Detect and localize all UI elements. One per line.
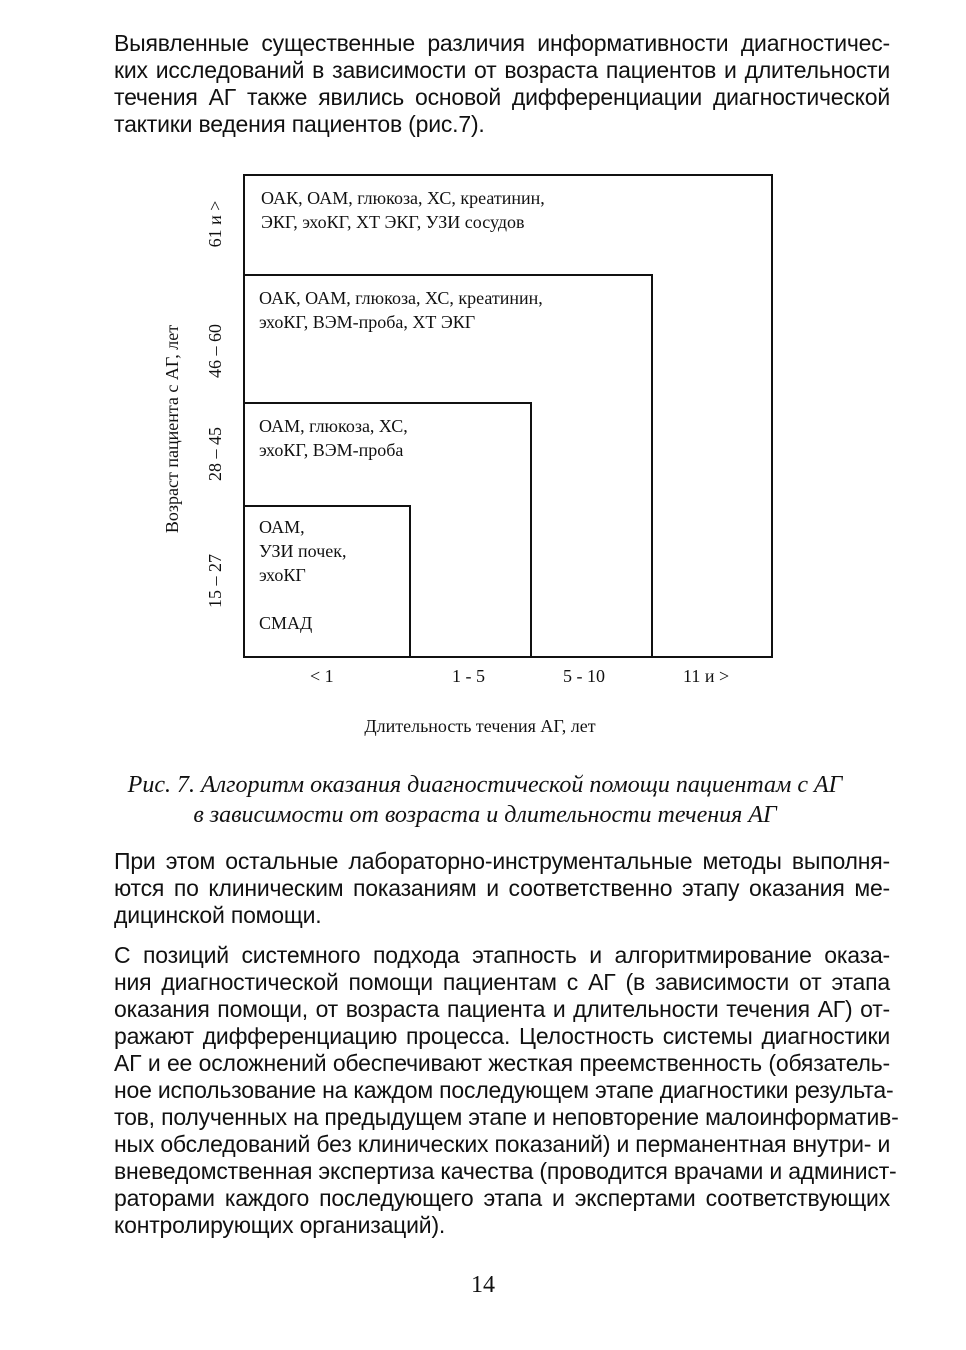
text-line: С позиций системного подхода этапность и алгоритмирование оказа- bbox=[114, 942, 890, 968]
box-text-46-60 bbox=[259, 286, 543, 334]
y-tick-label: 61 и > bbox=[205, 200, 225, 248]
text-line: Выявленные существенные различия информативности диагностичес- bbox=[114, 30, 890, 56]
y-tick-label: 15 – 27 bbox=[205, 554, 225, 608]
box-line: ОАК, ОАМ, глюкоза, ХС, креатинин, bbox=[259, 288, 543, 308]
x-tick-label: 11 и > bbox=[683, 666, 730, 686]
text-line: ражают дифференциацию процесса. Целостность системы диагностики bbox=[114, 1023, 890, 1049]
figure-caption bbox=[80, 770, 890, 830]
x-axis-label: Длительность течения АГ, лет bbox=[364, 716, 596, 736]
text-line: контролирующих организаций). bbox=[114, 1212, 446, 1238]
text-line: ных обследований без клинических показаний) и перманентная внутри- и bbox=[114, 1131, 891, 1157]
box-line: СМАД bbox=[259, 613, 313, 633]
text-line: При этом остальные лабораторно-инструментальные методы выполня- bbox=[114, 848, 890, 874]
text-line: ются по клиническим показаниям и соответственно этапу оказания ме- bbox=[114, 875, 890, 901]
box-line: эхоКГ, ВЭМ-проба bbox=[259, 440, 404, 460]
text-line: тов, полученных на предыдущем этапе и неповторение малоинформатив- bbox=[114, 1104, 899, 1130]
body-paragraph-2 bbox=[80, 942, 899, 1239]
y-tick-label: 46 – 60 bbox=[205, 324, 225, 378]
text-line: дицинской помощи. bbox=[114, 902, 322, 928]
text-line: тактики ведения пациентов (рис.7). bbox=[114, 111, 485, 137]
caption-line: Рис. 7. Алгоритм оказания диагностической помощи пациентам с АГ bbox=[127, 772, 843, 798]
box-text-28-45 bbox=[259, 414, 408, 462]
y-axis-label: Возраст пациента с АГ, лет bbox=[162, 324, 182, 534]
text-line: ния диагностической помощи пациентам с АГ (в зависимости от этапа bbox=[114, 969, 890, 995]
x-tick-label: 1 - 5 bbox=[452, 666, 485, 686]
caption-line: в зависимости от возраста и длительности течения АГ bbox=[193, 802, 777, 828]
text-line: АГ и ее осложнений обеспечивают жесткая преемственность (обязатель- bbox=[114, 1050, 890, 1076]
body-paragraph-1 bbox=[80, 848, 890, 929]
page-number: 14 bbox=[471, 1272, 495, 1298]
text-line: течения АГ также явились основой дифференциации диагностической bbox=[114, 84, 890, 110]
box-line bbox=[259, 587, 346, 611]
box-line: ОАК, ОАМ, глюкоза, ХС, креатинин, bbox=[261, 188, 545, 208]
text-line: раторами каждого последующего этапа и экспертами соответствующих bbox=[114, 1185, 890, 1211]
box-line: эхоКГ bbox=[259, 565, 306, 585]
box-text-15-27 bbox=[259, 515, 346, 635]
text-line: ное использование на каждом последующем этапе диагностики результа- bbox=[114, 1077, 894, 1103]
box-line: ОАМ, bbox=[259, 517, 305, 537]
box-text-61-plus bbox=[261, 186, 545, 234]
text-line: вневедомственная экспертиза качества (проводится врачами и админист- bbox=[114, 1158, 897, 1184]
box-line: эхоКГ, ВЭМ-проба, ХТ ЭКГ bbox=[259, 312, 476, 332]
x-tick-label: < 1 bbox=[310, 666, 334, 686]
box-line: ОАМ, глюкоза, ХС, bbox=[259, 416, 408, 436]
box-line: УЗИ почек, bbox=[259, 541, 347, 561]
x-tick-label: 5 - 10 bbox=[563, 666, 605, 686]
box-line: ЭКГ, эхоКГ, ХТ ЭКГ, УЗИ сосудов bbox=[261, 212, 525, 232]
text-line: оказания помощи, от возраста пациента и длительности течения АГ) от- bbox=[114, 996, 890, 1022]
text-line: ких исследований в зависимости от возраста пациентов и длительности bbox=[114, 57, 890, 83]
y-tick-label: 28 – 45 bbox=[205, 427, 225, 481]
